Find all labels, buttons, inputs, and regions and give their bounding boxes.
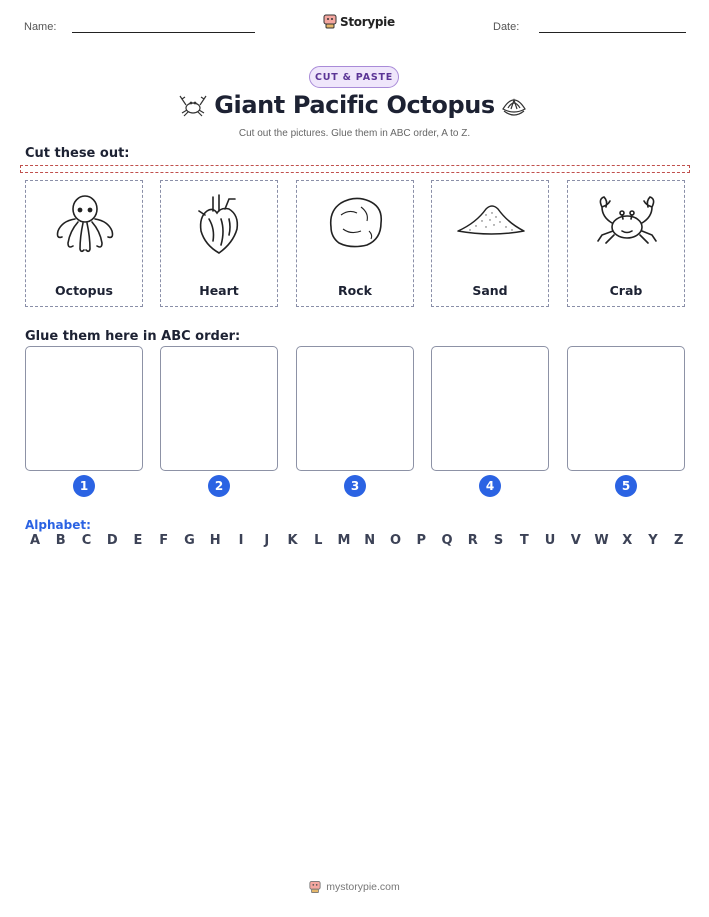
alphabet-letter: J [264, 533, 270, 548]
alphabet-letter: O [389, 533, 402, 548]
alphabet-label: Alphabet: [25, 518, 91, 532]
alphabet-letter: Q [441, 533, 453, 548]
name-label: Name: [24, 21, 57, 33]
alphabet-letter: Y [648, 533, 658, 548]
cut-card-rock[interactable] [296, 180, 414, 307]
alphabet-letter: P [416, 533, 427, 548]
cut-section-label: Cut these out: [25, 146, 130, 161]
alphabet-row [27, 533, 687, 548]
alphabet-letter: A [29, 533, 41, 548]
alphabet-letter: S [493, 533, 504, 548]
storypie-mascot-icon [309, 880, 321, 894]
rock-icon [321, 189, 391, 259]
alphabet-letter: G [184, 533, 195, 548]
alphabet-letter: R [467, 533, 478, 548]
alphabet-letter: L [314, 533, 323, 548]
alphabet-letter: Z [674, 533, 684, 548]
glue-slot-5[interactable] [567, 346, 685, 471]
storypie-mascot-icon [323, 14, 337, 29]
alphabet-letter: U [544, 533, 556, 548]
alphabet-letter: T [519, 533, 529, 548]
footer [0, 880, 709, 894]
cut-card-label: Rock [338, 283, 372, 298]
alphabet-letter: N [364, 533, 376, 548]
name-line[interactable] [72, 32, 255, 33]
cut-card-sand[interactable] [431, 180, 549, 307]
brand-logo [323, 14, 395, 29]
alphabet-letter: W [594, 533, 609, 548]
alphabet-letter: M [337, 533, 351, 548]
glue-section-label: Glue them here in ABC order: [25, 329, 241, 344]
alphabet-letter: X [622, 533, 633, 548]
cut-card-heart[interactable] [160, 180, 278, 307]
date-label: Date: [493, 21, 520, 33]
slot-number-3: 3 [344, 475, 366, 497]
instructions: Cut out the pictures. Glue them in ABC order, A to Z. [238, 128, 471, 139]
heart-icon [185, 189, 255, 259]
alphabet-letter: D [106, 533, 118, 548]
slot-number-4: 4 [479, 475, 501, 497]
slot-number-5: 5 [615, 475, 637, 497]
footer-url[interactable]: mystorypie.com [326, 881, 400, 893]
alphabet-letter: E [133, 533, 143, 548]
alphabet-letter: K [287, 533, 298, 548]
alphabet-letter: V [570, 533, 581, 548]
cut-card-octopus[interactable] [25, 180, 143, 307]
brand-name: Storypie [340, 14, 395, 29]
slot-number-2: 2 [208, 475, 230, 497]
glue-slot-3[interactable] [296, 346, 414, 471]
clam-shell-icon [500, 93, 528, 119]
date-line[interactable] [539, 32, 686, 33]
glue-slot-2[interactable] [160, 346, 278, 471]
sand-icon [456, 189, 526, 259]
glue-slot-1[interactable] [25, 346, 143, 471]
alphabet-letter: C [81, 533, 92, 548]
cut-line [20, 165, 690, 173]
slot-number-1: 1 [73, 475, 95, 497]
cut-card-label: Heart [199, 283, 239, 298]
glue-slot-4[interactable] [431, 346, 549, 471]
cut-card-label: Sand [472, 283, 508, 298]
crab-icon [592, 189, 662, 259]
alphabet-letter: B [55, 533, 66, 548]
octopus-icon [50, 189, 120, 259]
cut-card-label: Octopus [55, 283, 113, 298]
cut-card-label: Crab [609, 283, 643, 298]
cut-paste-badge: CUT & PASTE [309, 66, 399, 88]
alphabet-letter: I [238, 533, 244, 548]
alphabet-letter: F [159, 533, 169, 548]
alphabet-letter: H [209, 533, 221, 548]
page-title: Giant Pacific Octopus [214, 91, 495, 119]
cut-card-crab[interactable] [567, 180, 685, 307]
